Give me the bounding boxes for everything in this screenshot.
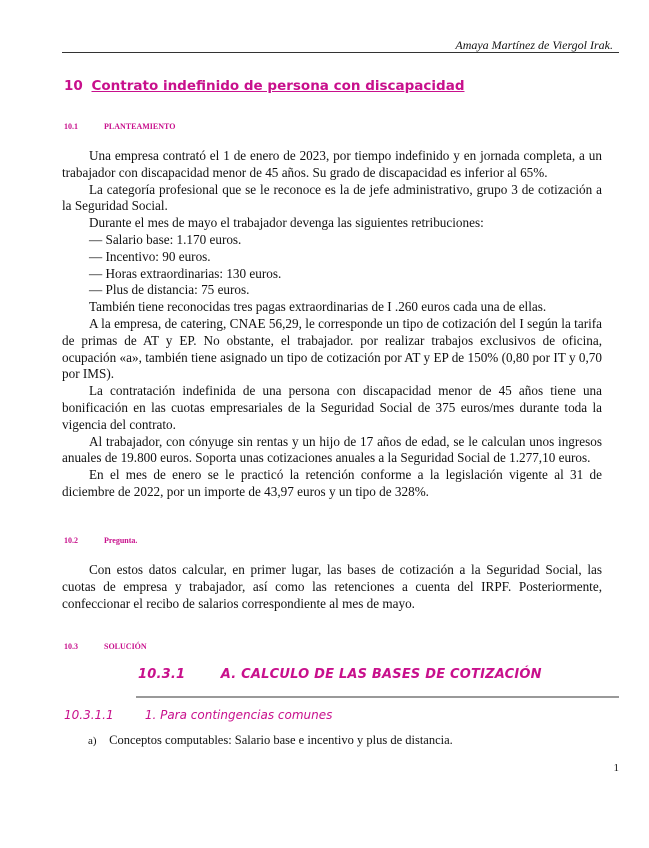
heading-rule [136,696,619,698]
subsection-number: 10.3 [64,642,78,651]
heading-contingencias-comunes [64,708,332,722]
list-item: — Horas extraordinarias: 130 euros. [89,265,282,281]
heading-title: 1. Para contingencias comunes [144,708,333,722]
list-item: — Incentivo: 90 euros. [89,248,211,264]
heading-title: A. CALCULO DE LAS BASES DE COTIZACIÓN [220,667,542,682]
paragraph: Una empresa contrató el 1 de enero de 2023, por tiempo indefinido y en jornada completa, a un trabajador con discapacidad menor de 45 años. Su grado de discapacidad es inferior al 65%. [62,148,602,180]
subsection-number: 10.1 [64,122,78,131]
paragraph: En el mes de enero se le practicó la retención conforme a la legislación vigente al 31 de diciembre de 2022, por un importe de 43,97 euros y un tipo de 328%. [62,467,602,499]
paragraph: Al trabajador, con cónyuge sin rentas y un hijo de 17 años de edad, se le calculan unos ingresos anuales de 19.800 euros. Soporta unas cotizaciones anuales a la Seguridad Social de 1.277,10 euros. [62,433,602,466]
section-number: 10 [64,78,83,94]
header-rule [62,52,619,53]
pregunta-body [62,562,602,612]
subsection-title: Pregunta. [104,536,138,545]
list-item: — Plus de distancia: 75 euros. [89,282,250,298]
subsection-heading-pregunta [64,536,137,545]
page-number: 1 [613,762,619,774]
item-marker: a) [88,735,97,747]
paragraph: Con estos datos calcular, en primer lugar, las bases de cotización a la Seguridad Social, las cuotas de empresa y trabajador, así como las retenciones a cuenta del IRPF. Posteriormente, confeccionar el recibo de salarios correspondiente al mes de mayo. [62,562,602,611]
list-item: — Salario base: 1.170 euros. [89,231,242,247]
subsection-heading-planteamiento [64,122,175,131]
section-title: Contrato indefinido de persona con discapacidad [91,78,465,94]
subsection-heading-solucion [64,642,147,651]
heading-number: 10.3.1.1 [64,708,114,722]
paragraph: La categoría profesional que se le reconoce es la de jefe administrativo, grupo 3 de cotización a la Seguridad Social. [62,181,602,214]
paragraph: La contratación indefinida de una persona con discapacidad menor de 45 años tiene una bonificación en las cuotas empresariales de la Seguridad Social de 375 euros/mes durante toda la vigencia del contrato. [62,383,602,432]
paragraph: También tiene reconocidas tres pagas extraordinarias de I .260 euros cada una de ellas. [89,299,547,315]
header-author: Amaya Martínez de Viergol Irak. [455,38,613,52]
planteamiento-body [62,148,602,501]
heading-calculo-bases [138,667,542,682]
item-text: Conceptos computables: Salario base e incentivo y plus de distancia. [109,733,453,747]
paragraph: A la empresa, de catering, CNAE 56,29, le corresponde un tipo de cotización del I según la tarifa de primas de AT y EP. No obstante, el trabajador. por realizar trabajos exclusivos de oficina, ocupación «a», también tiene asignado un tipo de cotización por AT y EP de 150% (0,80 por IT y 0,70 por IMS). [62,315,602,382]
subsection-number: 10.2 [64,536,78,545]
section-heading [64,78,464,94]
paragraph: Durante el mes de mayo el trabajador devenga las siguientes retribuciones: [89,215,484,231]
enumerated-item [88,733,453,748]
heading-number: 10.3.1 [138,667,186,682]
subsection-title: PLANTEAMIENTO [104,122,176,131]
subsection-title: SOLUCIÓN [104,642,147,651]
